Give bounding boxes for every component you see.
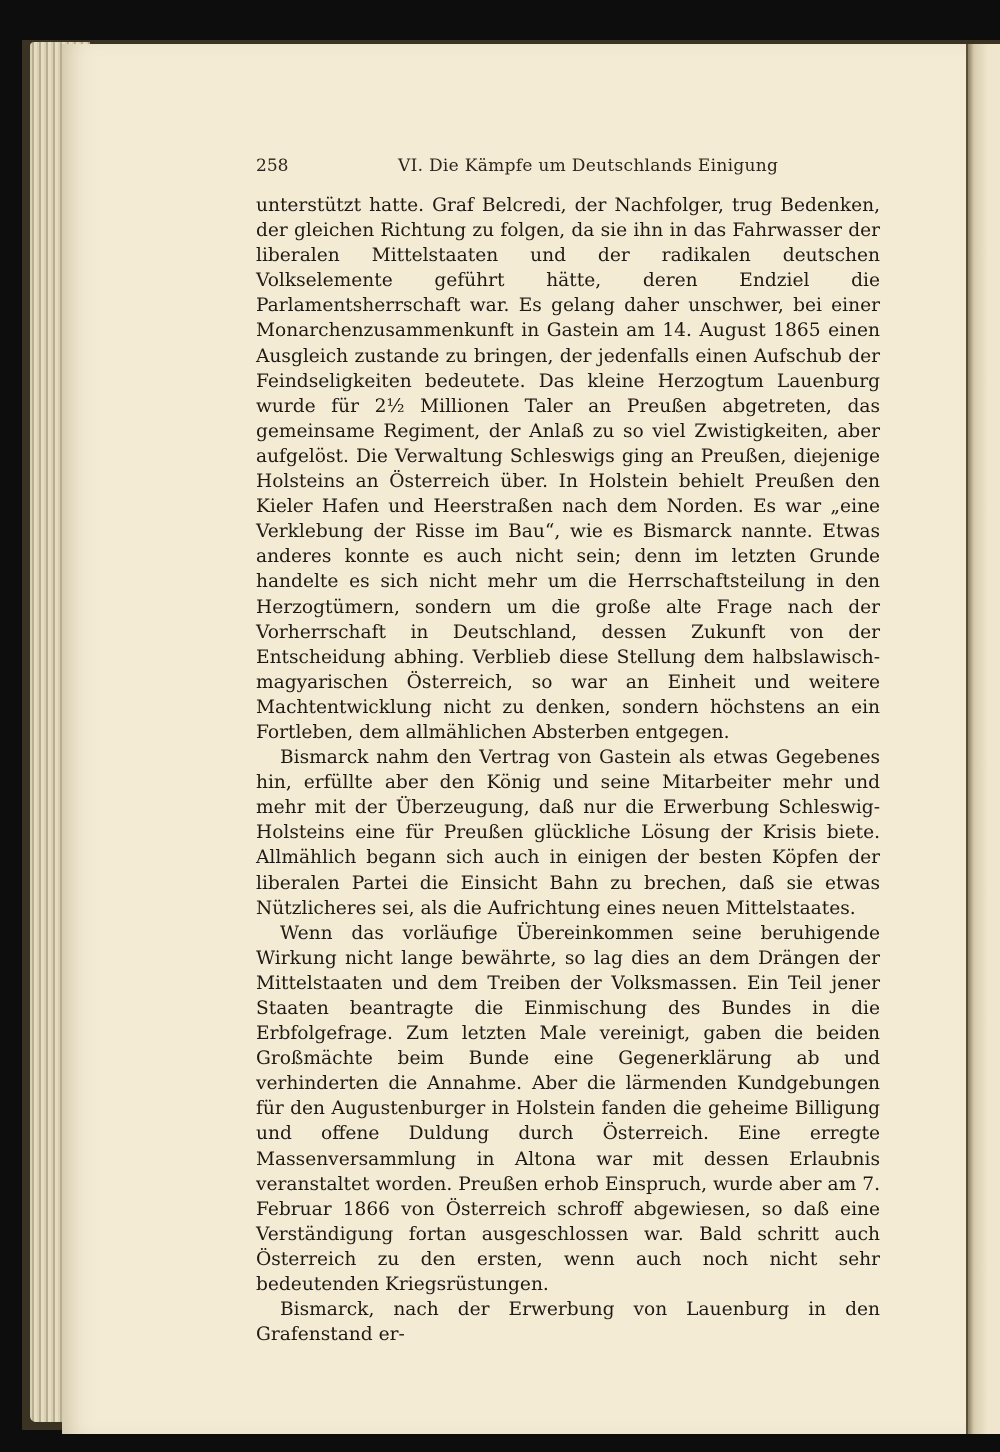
next-page-edge [968, 44, 1000, 1434]
running-title: VI. Die Kämpfe um Deutschlands Einigung [398, 156, 779, 176]
page-number: 258 [256, 156, 289, 176]
paragraph-2: Bismarck nahm den Vertrag von Gastein als etwas Gegebenes hin, erfüllte aber den König und seine Mitarbeiter mehr und mehr mit der Überzeugung, daß nur die Erwerbung Schleswig-Holsteins eine für Preußen glückliche Lösung der Krisis biete. Allmählich begann sich auch in einigen der besten Köpfen der liberalen Partei die Einsicht Bahn zu brechen, daß sie etwas Nützlicheres sei, als die Aufrichtung eines neuen Mittelstaates. [256, 747, 880, 919]
paragraph-1: unterstützt hatte. Graf Belcredi, der Nachfolger, trug Bedenken, der gleichen Richtung zu folgen, da sie ihn in das Fahrwasser der liberalen Mittelstaaten und der radikalen deutschen Volkselemente geführt hätte, deren Endziel die Parlamentsherrschaft war. Es gelang daher unschwer, bei einer Monarchenzusammenkunft in Gastein am 14. August 1865 einen Ausgleich zustande zu bringen, der jedenfalls einen Aufschub der Feindseligkeiten bedeutete. Das kleine Herzogtum Lauenburg wurde für 2½ Millionen Taler an Preußen abgetreten, das gemeinsame Regiment, der Anlaß zu so viel Zwistigkeiten, aber aufgelöst. Die Verwaltung Schleswigs ging an Preußen, diejenige Holsteins an Österreich über. In Holstein behielt Preußen den Kieler Hafen und Heerstraßen nach dem Norden. Es war „eine Verklebung der Risse im Bau“, wie es Bismarck nannte. Etwas anderes konnte es auch nicht sein; denn im letzten Grunde handelte es sich nicht mehr um die Herrschaftsteilung in den Herzogtümern, sondern um die große alte Frage nach der Vorherrschaft in Deutschland, dessen Zukunft von der Entscheidung abhing. Verblieb diese Stellung dem halbslawisch-magyarischen Österreich, so war an Einheit und weitere Machtentwicklung nicht zu denken, sondern höchstens an ein Fortleben, dem allmählichen Absterben entgegen. [256, 195, 880, 743]
paragraph-4: Bismarck, nach der Erwerbung von Lauenburg in den Grafenstand er- [256, 1299, 880, 1346]
page-header [256, 156, 880, 180]
paragraph-3: Wenn das vorläufige Übereinkommen seine beruhigende Wirkung nicht lange bewährte, so lag dies an dem Drängen der Mittelstaaten und dem Treiben der Volksmassen. Ein Teil jener Staaten beantragte die Einmischung des Bundes in die Erbfolgefrage. Zum letzten Male vereinigt, gaben die beiden Großmächte beim Bunde eine Gegenerklärung ab und verhinderten die Annahme. Aber die lärmenden Kundgebungen für den Augustenburger in Holstein fanden die geheime Billigung und offene Duldung durch Österreich. Eine erregte Massenversammlung in Altona war mit dessen Erlaubnis veranstaltet worden. Preußen erhob Einspruch, wurde aber am 7. Februar 1866 von Österreich schroff abgewiesen, so daß eine Verständigung fortan ausgeschlossen war. Bald schritt auch Österreich zu den ersten, wenn auch noch nicht sehr bedeutenden Kriegsrüstungen. [256, 922, 880, 1296]
body-text [256, 193, 880, 1347]
